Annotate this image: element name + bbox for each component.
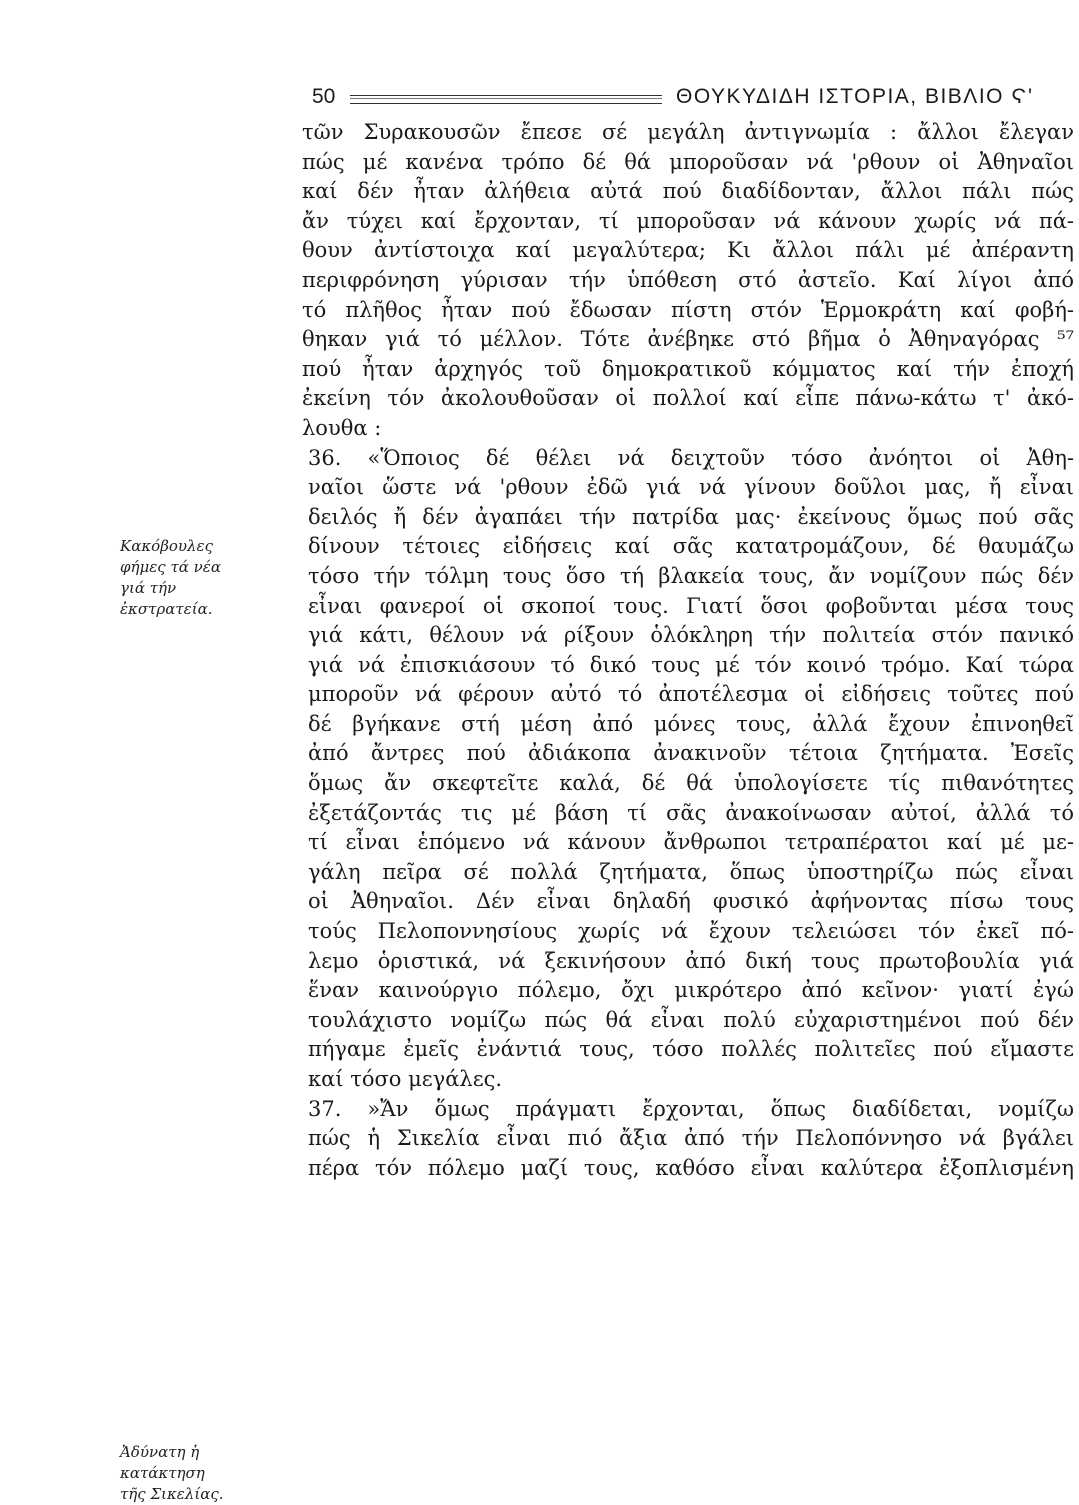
text-line: δειλός ἤ δέν ἀγαπάει τήν πατρίδα μας· ἐκείνους ὅμως πού σᾶς bbox=[308, 504, 1074, 529]
header-rule bbox=[350, 95, 662, 104]
text-line: λουθα : bbox=[302, 415, 382, 440]
paragraph-continuation bbox=[302, 118, 1074, 444]
text-line: τόσο τήν τόλμη τους ὅσο τή βλακεία τους, ἄν νομίζουν πώς δέν bbox=[308, 563, 1074, 588]
text-line: δίνουν τέτοιες εἰδήσεις καί σᾶς κατατρομάζουν, δέ θαυμάζω bbox=[308, 534, 1074, 559]
text-line: 36. «Ὅποιος δέ θέλει νά δειχτοῦν τόσο ἀνόητοι οἱ Ἀθη- bbox=[308, 445, 1074, 470]
text-line: θηκαν γιά τό μέλλον. Τότε ἀνέβηκε στό βῆμα ὁ Ἀθηναγόρας ⁵⁷ bbox=[302, 327, 1074, 352]
text-line: καί τόσο μεγάλες. bbox=[308, 1067, 503, 1091]
text-line: ἕναν καινούργιο πόλεμο, ὄχι μικρότερο ἀπό κεῖνον· γιατί ἐγώ bbox=[308, 978, 1074, 1003]
text-line: γιά κάτι, θέλουν νά ρίξουν ὁλόκληρη τήν πολιτεία στόν πανικό bbox=[308, 623, 1074, 648]
text-line: καί δέν ἦταν ἀλήθεια αὐτά πού διαδίδονταν, ἄλλοι πάλι πώς bbox=[302, 179, 1074, 204]
text-line: γάλη πεῖρα σέ πολλά ζητήματα, ὅπως ὑποστηρίζω πώς εἶναι bbox=[308, 859, 1074, 884]
text-line: οἱ Ἀθηναῖοι. Δέν εἶναι δηλαδή φυσικό ἀφήνοντας πίσω τους bbox=[308, 889, 1074, 914]
text-line: ναῖοι ὥστε νά 'ρθουν ἐδῶ γιά νά γίνουν δοῦλοι μας, ἤ εἶναι bbox=[308, 475, 1074, 500]
margin-note-line: γιά τήν bbox=[120, 579, 177, 597]
text-line: πώς μέ κανένα τρόπο δέ θά μποροῦσαν νά 'ρθουν οἱ Ἀθηναῖοι bbox=[302, 149, 1074, 174]
text-line: τούς Πελοποννησίους χωρίς νά ἔχουν τελειώσει τόν ἐκεῖ πό- bbox=[308, 919, 1074, 944]
text-line: πέρα τόν πόλεμο μαζί τους, καθόσο εἶναι καλύτερα ἐξοπλισμένη bbox=[308, 1155, 1074, 1180]
text-line: τί εἶναι ἑπόμενο νά κάνουν ἄνθρωποι τετραπέρατοι καί μέ με- bbox=[308, 830, 1074, 855]
text-line: μποροῦν νά φέρουν αὐτό τό ἀποτέλεσμα οἱ εἰδήσεις τοῦτες πού bbox=[308, 682, 1074, 707]
margin-note-rumors bbox=[120, 536, 270, 620]
running-head bbox=[312, 80, 1072, 114]
text-line: ὅμως ἄν σκεφτεῖτε καλά, δέ θά ὑπολογίσετε τίς πιθανότητες bbox=[308, 771, 1074, 796]
text-line: 37. »Ἄν ὅμως πράγματι ἔρχονται, ὅπως διαδίδεται, νομίζω bbox=[308, 1096, 1074, 1121]
text-line: περιφρόνηση γύρισαν τήν ὑπόθεση στό ἀστεῖο. Καί λίγοι ἀπό bbox=[302, 267, 1074, 292]
section-37 bbox=[302, 1095, 1074, 1184]
text-line: θουν ἀντίστοιχα καί μεγαλύτερα; Κι ἄλλοι πάλι μέ ἀπέραντη bbox=[302, 238, 1074, 263]
margin-note-line: ἐκστρατεία. bbox=[120, 600, 213, 618]
margin-note-sicily bbox=[120, 1442, 270, 1505]
text-line: δέ βγήκανε στή μέση ἀπό μόνες τους, ἀλλά ἔχουν ἐπινοηθεῖ bbox=[308, 711, 1074, 736]
margin-note-line: Κακόβουλες bbox=[120, 537, 213, 555]
text-line: λεμο ὁριστικά, νά ξεκινήσουν ἀπό δική τους πρωτοβουλία γιά bbox=[308, 948, 1074, 973]
text-line: ἄν τύχει καί ἔρχονταν, τί μποροῦσαν νά κάνουν χωρίς νά πά- bbox=[302, 208, 1074, 233]
text-line: ἐξετάζοντάς τις μέ βάση τί σᾶς ἀνακοίνωσαν αὐτοί, ἀλλά τό bbox=[308, 800, 1074, 825]
text-line: τό πλῆθος ἦταν πού ἔδωσαν πίστη στόν Ἑρμοκράτη καί φοβή- bbox=[302, 297, 1074, 322]
text-line: πού ἦταν ἀρχηγός τοῦ δημοκρατικοῦ κόμματος καί τήν ἐποχή bbox=[302, 356, 1074, 381]
text-line: τουλάχιστο νομίζω πώς θά εἶναι πολύ εὐχαριστημένοι πού δέν bbox=[308, 1007, 1074, 1032]
text-line: πώς ἡ Σικελία εἶναι πιό ἄξια ἀπό τήν Πελοπόννησο νά βγάλει bbox=[308, 1126, 1074, 1151]
page-number: 50 bbox=[312, 85, 336, 108]
section-36 bbox=[302, 444, 1074, 1095]
running-title: ΘΟΥΚΥΔΙΔΗ ΙΣΤΟΡΙΑ, ΒΙΒΛΙΟ Ϛ' bbox=[676, 85, 1034, 108]
margin-note-line: τῆς Σικελίας. bbox=[120, 1485, 224, 1503]
margin-note-line: φήμες τά νέα bbox=[120, 558, 221, 576]
text-line: ἀπό ἄντρες πού ἀδιάκοπα ἀνακινοῦν τέτοια ζητήματα. Ἐσεῖς bbox=[308, 741, 1074, 766]
margin-note-line: κατάκτηση bbox=[120, 1464, 205, 1482]
text-line: γιά νά ἐπισκιάσουν τό δικό τους μέ τόν κοινό τρόμο. Καί τώρα bbox=[308, 652, 1074, 677]
margin-note-line: Ἀδύνατη ἡ bbox=[120, 1443, 200, 1461]
text-line: ἐκείνη τόν ἀκολουθοῦσαν οἱ πολλοί καί εἶπε πάνω-κάτω τ' ἀκό- bbox=[302, 386, 1074, 411]
text-line: εἶναι φανεροί οἱ σκοποί τους. Γιατί ὅσοι φοβοῦνται μέσα τους bbox=[308, 593, 1074, 618]
text-line: πήγαμε ἐμεῖς ἐνάντιά τους, τόσο πολλές πολιτεῖες πού εἴμαστε bbox=[308, 1037, 1074, 1062]
text-line: τῶν Συρακουσῶν ἔπεσε σέ μεγάλη ἀντιγνωμία : ἄλλοι ἔλεγαν bbox=[302, 120, 1074, 144]
body-text bbox=[302, 118, 1074, 1183]
